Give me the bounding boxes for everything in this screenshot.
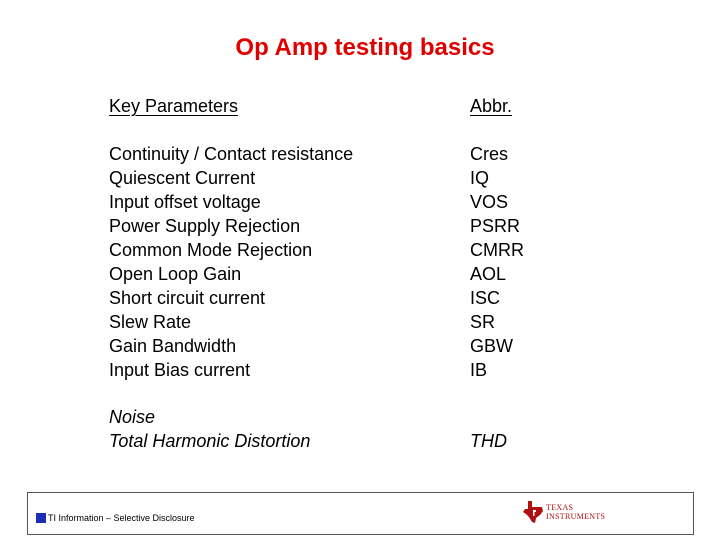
disclosure-note (36, 512, 195, 524)
parameter-abbr: AOL (470, 264, 507, 284)
logo-wordmark (546, 503, 605, 521)
parameter-name: Input Bias current (109, 360, 251, 380)
parameter-name: Input offset voltage (109, 192, 261, 212)
parameter-abbr: Cres (470, 144, 509, 164)
parameter-name: Short circuit current (109, 288, 266, 308)
slide-title: Op Amp testing basics (235, 34, 495, 61)
abbreviation-list (470, 142, 524, 382)
parameter-abbr: VOS (470, 192, 509, 212)
additional-parameter-abbr (470, 405, 507, 429)
abbreviation-header: Abbr. (470, 96, 513, 116)
parameter-abbr: ISC (470, 288, 501, 308)
parameter-abbr: SR (470, 312, 496, 332)
texas-state-icon (523, 501, 543, 523)
parameter-name: Power Supply Rejection (109, 216, 301, 236)
disclosure-text: TI Information – Selective Disclosure (48, 513, 195, 523)
key-parameters-header: Key Parameters (109, 96, 239, 116)
parameter-abbr: CMRR (470, 240, 524, 260)
parameter-list (109, 142, 353, 382)
disclosure-square-icon (36, 513, 46, 523)
parameter-abbr: IQ (470, 168, 490, 188)
parameter-abbr: GBW (470, 336, 513, 356)
parameter-name: Gain Bandwidth (109, 336, 237, 356)
parameter-name: Quiescent Current (109, 168, 256, 188)
parameter-abbr: IB (470, 360, 488, 380)
parameter-name: Slew Rate (109, 312, 192, 332)
parameter-abbr: PSRR (470, 216, 521, 236)
company-logo (523, 501, 605, 523)
slide-footer (27, 492, 694, 535)
parameter-name: Continuity / Contact resistance (109, 144, 354, 164)
logo-line-1: TEXAS (546, 503, 574, 512)
parameter-name: Common Mode Rejection (109, 240, 313, 260)
logo-line-2: INSTRUMENTS (546, 512, 606, 521)
additional-abbreviation-list (470, 405, 507, 453)
additional-parameter-list (109, 405, 310, 453)
additional-parameter-abbr: THD (470, 431, 507, 451)
additional-parameter-name: Total Harmonic Distortion (109, 431, 311, 451)
additional-parameter-name: Noise (109, 407, 156, 427)
parameter-name: Open Loop Gain (109, 264, 242, 284)
